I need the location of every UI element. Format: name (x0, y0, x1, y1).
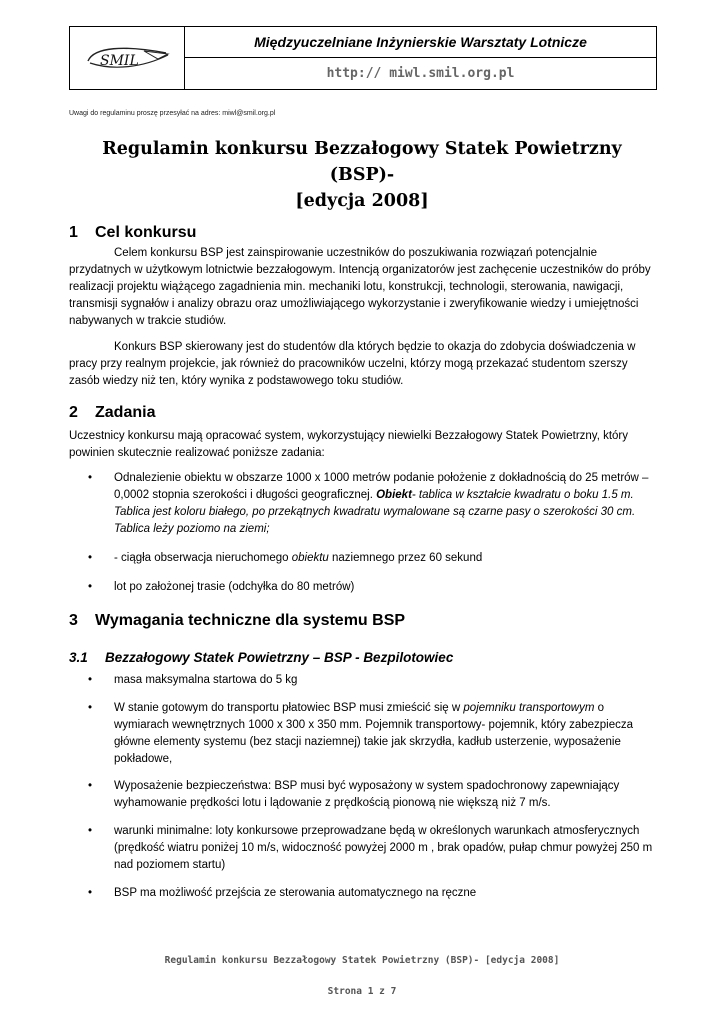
section-number: 1 (69, 224, 78, 241)
list-item (69, 885, 655, 902)
title-line-2: [edycja 2008] (295, 191, 429, 211)
bullet-icon: • (88, 702, 93, 714)
page-header (69, 26, 657, 90)
website-url[interactable]: http:// miwl.smil.org.pl (326, 66, 515, 81)
section-title: Cel konkursu (95, 224, 197, 241)
bullet-icon: • (88, 825, 93, 837)
container-term: pojemniku transportowym (463, 702, 595, 714)
footer-title: Regulamin konkursu Bezzałogowy Statek Powietrzny (BSP)- [edycja 2008] (164, 955, 560, 966)
section-1-heading (69, 224, 196, 242)
task-text: - ciągła obserwacja nieruchomego (114, 552, 292, 564)
document-title (69, 136, 655, 214)
section-number: 2 (69, 404, 78, 421)
bullet-icon: • (88, 780, 93, 792)
task-text: naziemnego przez 60 sekund (328, 552, 483, 564)
requirement-text: o wymiarach wewnętrznych 1000 x 300 x 350 mm. Pojemnik transportowy- pojemnik, który zabezpiecza główne elementy systemu (bez stacji naziemnej) takie jak skrzydła, kadłub usterzenie, wyposażenie pokładowe, (114, 702, 633, 765)
list-item (69, 672, 655, 689)
bullet-icon: • (88, 552, 93, 564)
section-1-paragraph-1: Celem konkursu BSP jest zainspirowanie uczestników do poszukiwania rozwiązań potencjalnie przydatnych w użytkowym lotnictwie bezzałogowym. Intencją organizatorów jest zachęcenie uczestników do próby realizacji projektu wiążącego zagadnienia min. mechaniki lotu, konstrukcji, technologii, sterowania, nawigacji, transmisji sygnałów i analizy obrazu oraz umożliwiającego wykorzystanie i zweryfikowanie wiedzy i umiejętności nabywanych w trakcie studiów. (69, 247, 651, 327)
requirement-text: W stanie gotowym do transportu płatowiec BSP musi zmieścić się w (114, 702, 464, 714)
list-item (69, 550, 655, 567)
list-item (69, 470, 655, 538)
feedback-note: Uwagi do regulaminu proszę przesyłać na adres: miwl@smil.org.pl (69, 110, 276, 117)
logo-cell (70, 27, 185, 89)
object-term: Obiekt (376, 489, 412, 501)
smil-logo-icon (84, 41, 170, 75)
section-2-heading (69, 404, 155, 422)
subsection-title: Bezzałogowy Statek Powietrzny – BSP - Bezpilotowiec (105, 650, 454, 665)
object-term: obiektu (291, 552, 329, 564)
requirement-text: warunki minimalne: loty konkursowe przeprowadzane będą w określonych warunkach atmosferycznych (prędkość wiatru poniżej 10 m/s, widoczność powyżej 2000 m , brak opadów, pułap chmur powyżej 250 m nad poziomem startu) (114, 825, 653, 871)
list-item (69, 778, 655, 812)
requirement-text: Wyposażenie bezpieczeństwa: BSP musi być wyposażony w system spadochronowy zapewniający wyhamowanie prędkości lotu i lądowanie z prędkością pionową nie większą niż 7 m/s. (114, 780, 620, 809)
bullet-icon: • (88, 472, 93, 484)
logo-text: SMIL (100, 53, 139, 69)
subsection-3-1-heading (69, 650, 453, 665)
requirement-text: masa maksymalna startowa do 5 kg (114, 674, 298, 686)
section-title: Wymagania techniczne dla systemu BSP (95, 612, 406, 629)
bullet-icon: • (88, 887, 93, 899)
requirement-text: BSP ma możliwość przejścia ze sterowania automatycznego na ręczne (114, 887, 477, 899)
list-item (69, 700, 655, 768)
section-1-paragraph-2: Konkurs BSP skierowany jest do studentów dla których będzie to okazja do zdobycia doświadczenia w pracy przy realnym projekcie, jak również do pracowników uczelni, którzy mogą przekazać studentom szerszy zasób wiedzy niż ten, który wynika z podstawowego toku studiów. (69, 341, 636, 387)
bullet-icon: • (88, 581, 93, 593)
section-number: 3 (69, 612, 78, 629)
subsection-number: 3.1 (69, 650, 88, 665)
section-3-heading (69, 612, 405, 630)
page-number: Strona 1 z 7 (327, 986, 397, 997)
list-item (69, 579, 655, 596)
object-description: - tablica w kształcie kwadratu o boku 1.5 m. Tablica jest koloru białego, po przekątnych kwadratu wymalowane są czarne pasy o szerokości 30 cm. Tablica leży poziomo na ziemi; (114, 489, 636, 535)
organization-name: Międzyuczelniane Inżynierskie Warsztaty Lotnicze (185, 27, 656, 58)
section-title: Zadania (95, 404, 156, 421)
section-2-intro: Uczestnicy konkursu mają opracować system, wykorzystujący niewielki Bezzałogowy Statek Powietrzny, który powinien skutecznie realizować poniższe zadania: (69, 430, 629, 459)
bullet-icon: • (88, 674, 93, 686)
title-line-1: Regulamin konkursu Bezzałogowy Statek Powietrzny (BSP)- (102, 139, 622, 185)
list-item (69, 823, 655, 874)
task-text: lot po założonej trasie (odchyłka do 80 metrów) (114, 581, 355, 593)
task-text: Odnalezienie obiektu w obszarze 1000 x 1000 metrów podanie położenie z dokładnością do 25 metrów – 0,0002 stopnia szerokości i długości geograficznej. (114, 472, 649, 501)
